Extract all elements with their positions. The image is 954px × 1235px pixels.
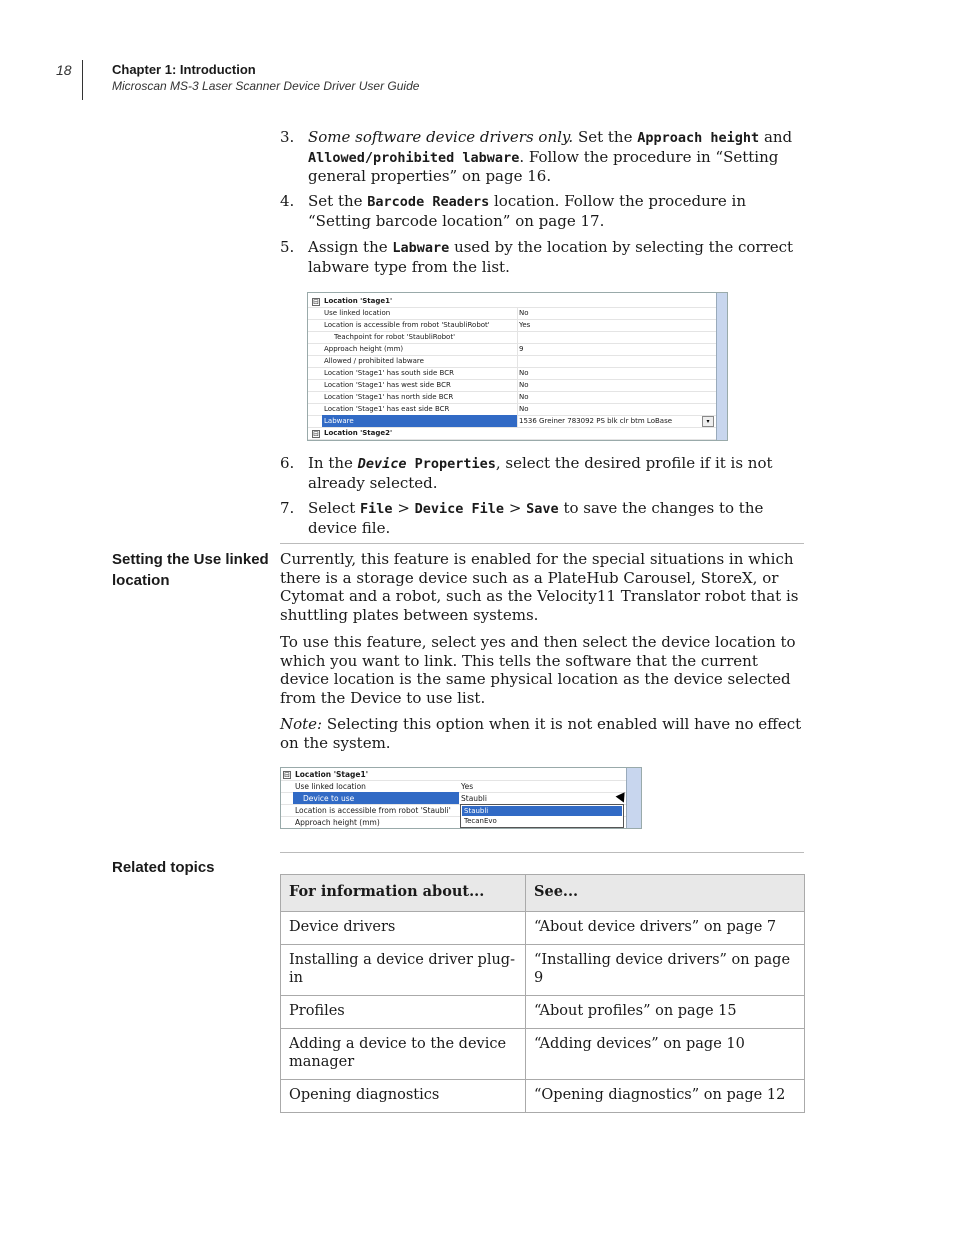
table-cell: Device drivers — [281, 912, 526, 945]
grid-row[interactable]: ⊟ Location 'Stage2' — [308, 427, 716, 440]
grid-row[interactable]: Teachpoint for robot 'StaubliRobot' — [308, 331, 716, 344]
table-row — [281, 1029, 805, 1080]
scrollbar[interactable] — [716, 293, 727, 440]
section-heading-related: Related topics — [112, 859, 215, 876]
table-row — [281, 912, 805, 945]
device-dropdown-list[interactable] — [460, 804, 624, 828]
grid-row-device-to-use[interactable]: Device to use Staubli — [281, 792, 626, 805]
chapter-title: Chapter 1: Introduction — [112, 62, 256, 77]
table-header-cell: For information about... — [281, 875, 526, 912]
table-cell: Adding a device to the device manager — [281, 1029, 526, 1080]
table-cell: “About device drivers” on page 7 — [526, 912, 805, 945]
collapse-icon[interactable]: ⊟ — [284, 771, 290, 779]
grid-row[interactable]: Use linked location Yes — [281, 780, 626, 793]
grid-row[interactable]: Location is accessible from robot 'StaubliRobot' Yes — [308, 319, 716, 332]
collapse-icon[interactable]: ⊟ — [313, 298, 319, 306]
grid-row[interactable]: Location 'Stage1' has west side BCR No — [308, 379, 716, 392]
related-topics-table — [280, 874, 805, 1113]
grid-row[interactable]: Allowed / prohibited labware — [308, 355, 716, 368]
grid-row[interactable]: Approach height (mm) 9 — [308, 343, 716, 356]
page-number: 18 — [56, 62, 72, 78]
scrollbar[interactable] — [626, 768, 641, 828]
grid-row[interactable]: Location 'Stage1' has south side BCR No — [308, 367, 716, 380]
grid-row[interactable]: Location 'Stage1' has east side BCR No — [308, 403, 716, 416]
paragraph: Currently, this feature is enabled for the special situations in which there is a storage device such as a PlateHub Carousel, StoreX, or Cytomat and a robot, such as the Velocity11 Translator robot that is shuttling plates between systems. — [280, 550, 799, 624]
linked-location-property-grid — [280, 767, 642, 829]
grid-row[interactable]: Use linked location No — [308, 307, 716, 320]
table-cell: “Installing device drivers” on page 9 — [526, 945, 805, 996]
table-row — [281, 1080, 805, 1113]
labware-property-grid — [307, 292, 728, 441]
table-cell: Profiles — [281, 996, 526, 1029]
section-heading-use-linked: Setting the Use linked location — [112, 551, 269, 589]
table-header-cell: See... — [526, 875, 805, 912]
dropdown-option[interactable]: TecanEvo — [464, 817, 497, 825]
grid-row[interactable]: Approach height (mm) — [281, 816, 626, 829]
collapse-icon[interactable]: ⊟ — [313, 430, 319, 438]
table-cell: Installing a device driver plug-in — [281, 945, 526, 996]
section-divider — [280, 852, 804, 853]
grid-row-labware[interactable]: Labware 1536 Greiner 783092 PS blk clr btm LoBase ▾ — [308, 415, 716, 428]
guide-title: Microscan MS-3 Laser Scanner Device Driver User Guide — [112, 79, 420, 93]
section-divider — [280, 543, 804, 544]
table-row — [281, 996, 805, 1029]
grid-row[interactable]: Location 'Stage1' has north side BCR No — [308, 391, 716, 404]
table-cell: “Adding devices” on page 10 — [526, 1029, 805, 1080]
table-row — [281, 945, 805, 996]
table-cell: “About profiles” on page 15 — [526, 996, 805, 1029]
header-divider — [82, 60, 83, 100]
note: Note: Selecting this option when it is not enabled will have no effect on the system. — [280, 715, 802, 752]
table-cell: “Opening diagnostics” on page 12 — [526, 1080, 805, 1113]
table-header-row — [281, 875, 805, 912]
grid-row[interactable]: ⊟ Location 'Stage1' — [308, 295, 716, 308]
table-cell: Opening diagnostics — [281, 1080, 526, 1113]
chevron-down-icon[interactable]: ▾ — [702, 416, 714, 427]
dropdown-option[interactable]: Staubli — [462, 806, 622, 816]
grid-row[interactable]: ⊟ Location 'Stage1' — [281, 768, 626, 781]
grid-row[interactable]: Location is accessible from robot 'Staubli' — [281, 804, 626, 817]
paragraph: To use this feature, select yes and then select the device location to which you want to link. This tells the software that the current device location is the same physical location as the device selected from the Device to use list. — [280, 633, 796, 707]
